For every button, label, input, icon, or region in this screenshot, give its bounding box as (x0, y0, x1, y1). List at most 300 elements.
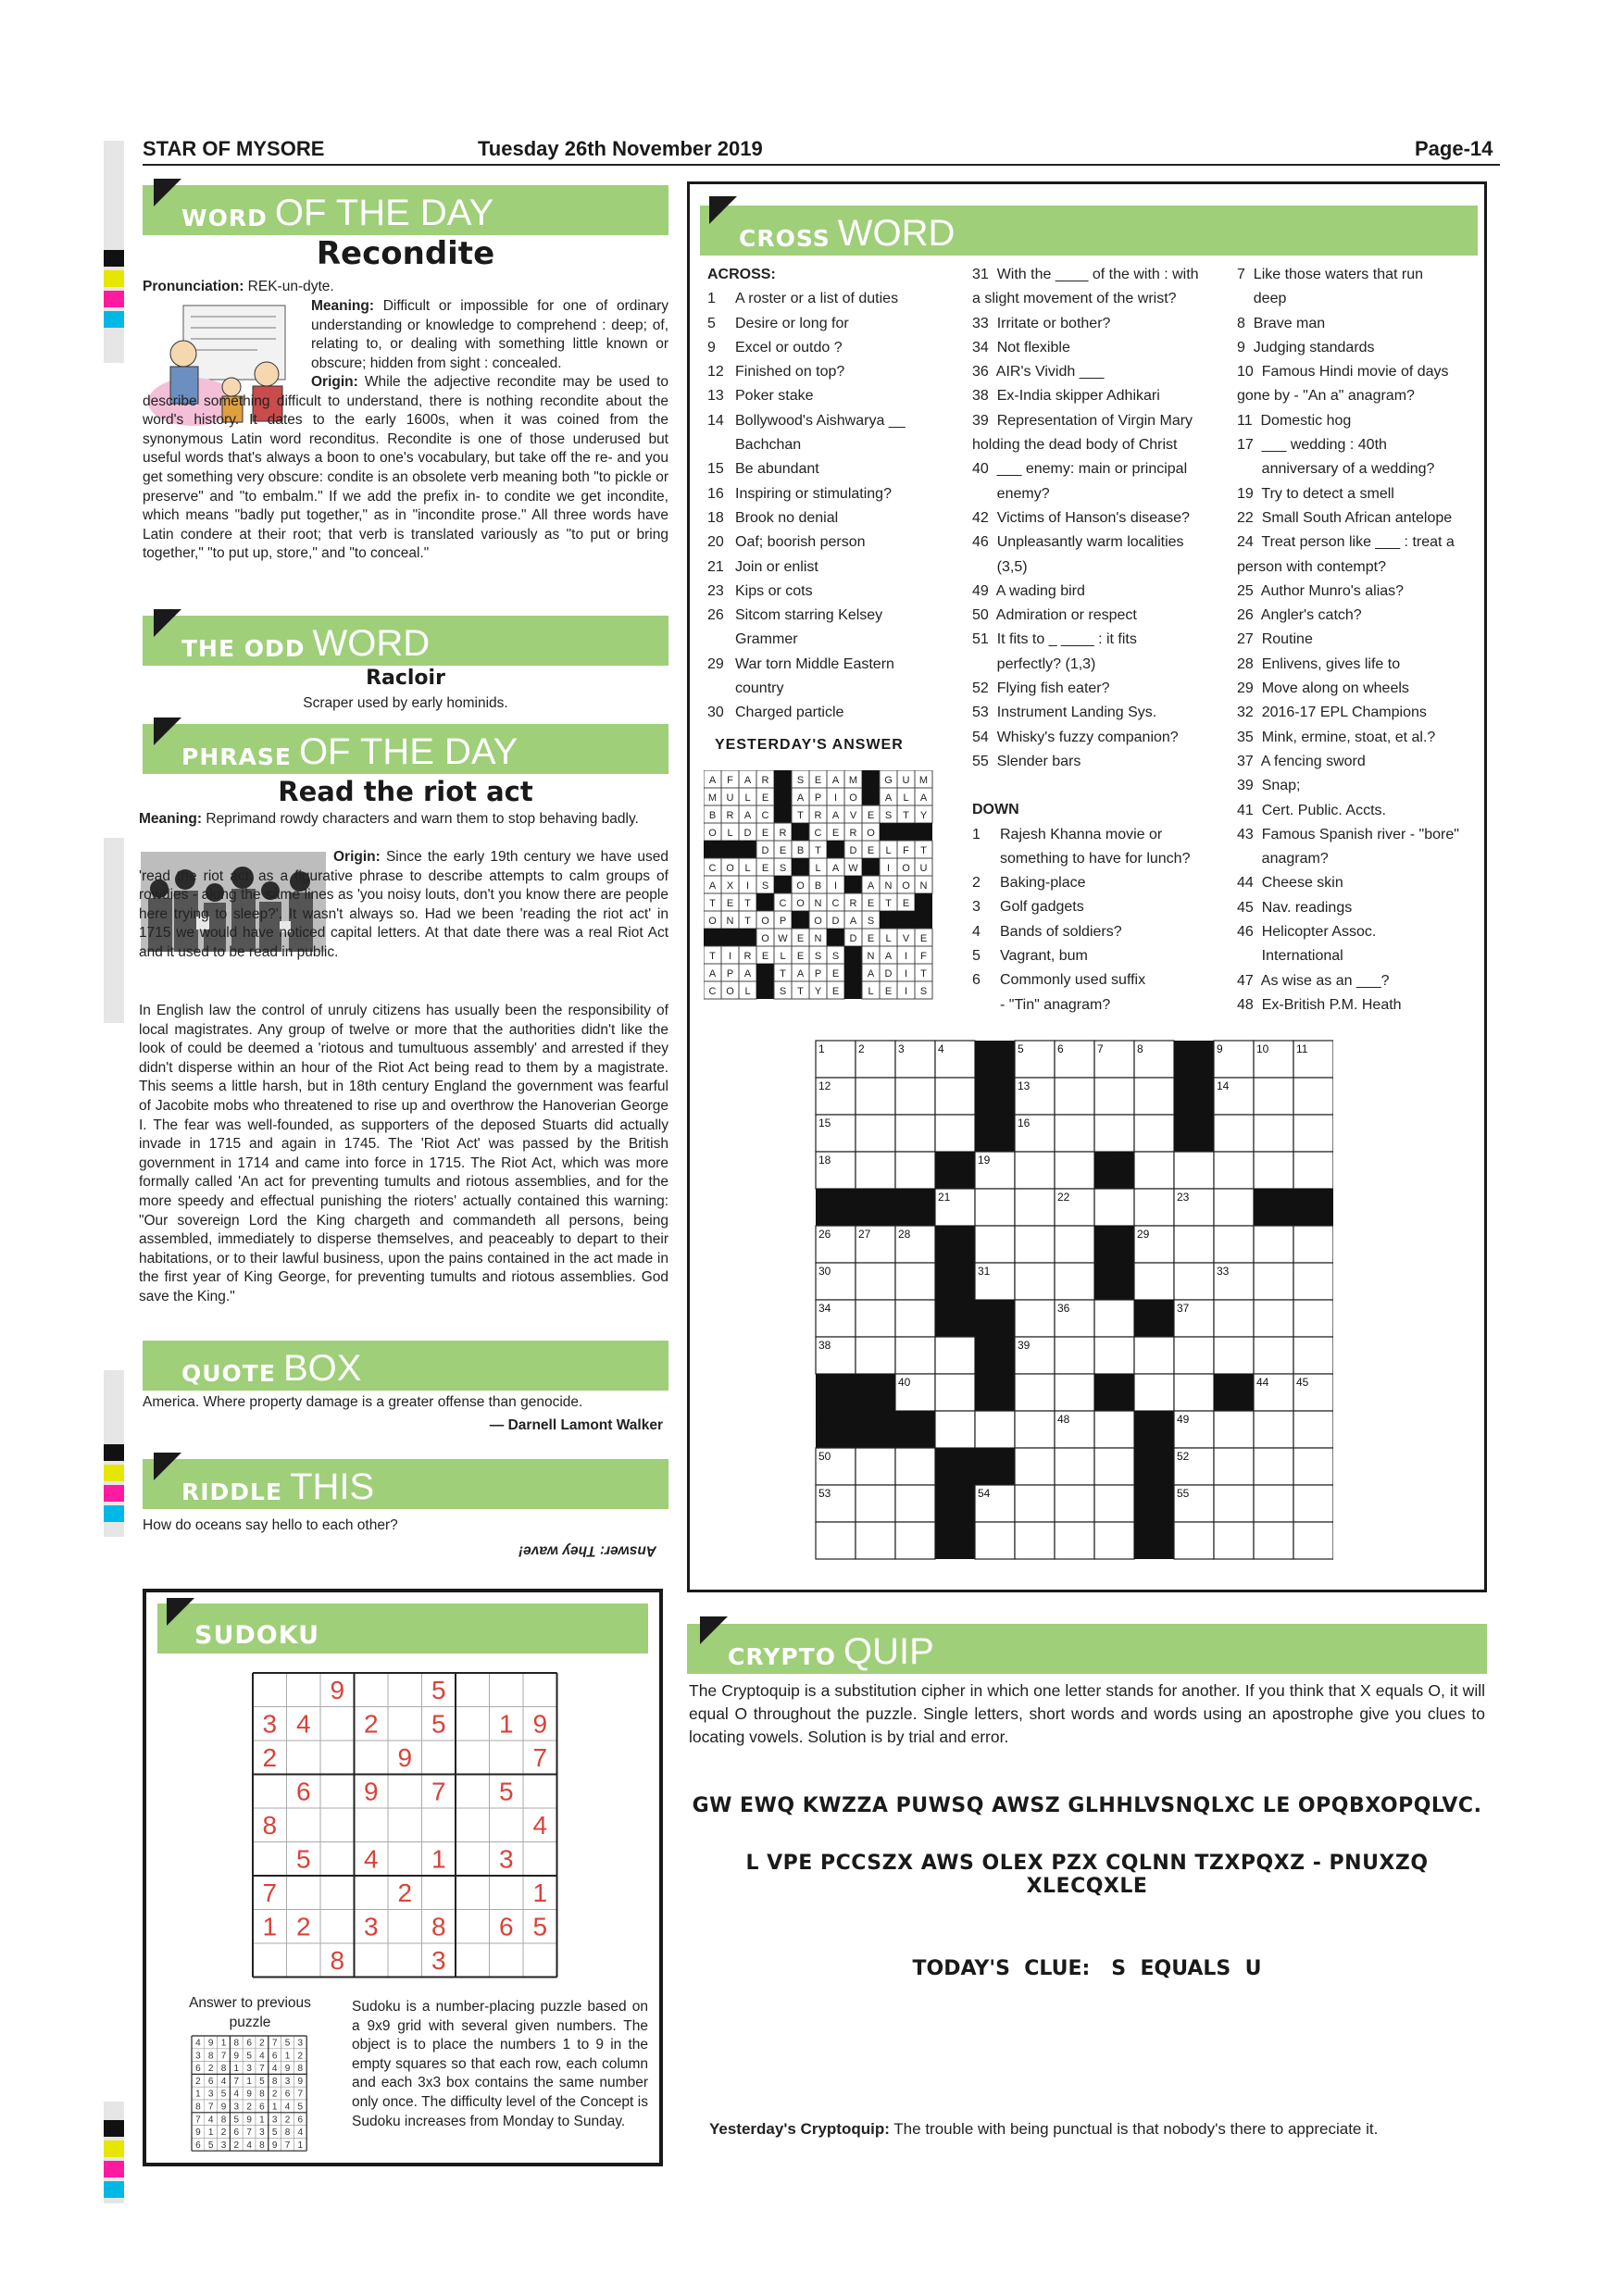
sudoku-cell (287, 1943, 321, 1978)
black-cell (844, 964, 862, 981)
answer-letter: N (814, 898, 822, 909)
answer-letter: R (743, 951, 752, 962)
sudoku-digit: 8 (262, 1811, 278, 1840)
clue-item: 31 With the ____ of the with : with (972, 267, 1199, 282)
answer-letter: A (708, 775, 717, 786)
quote-text: America. Where property damage is a greater offense than genocide. (143, 1394, 583, 1410)
answer-letter: E (867, 845, 875, 856)
clue-item: 46 Helicopter Assoc. (1237, 924, 1377, 941)
sudoku-cell (287, 1876, 321, 1910)
black-square (975, 1300, 1015, 1337)
black-cell (897, 823, 915, 841)
black-cell (739, 841, 756, 858)
white-square (1134, 1078, 1174, 1115)
black-cell (774, 805, 792, 823)
answer-digit: 8 (271, 2076, 278, 2087)
clue-number: 47 (858, 1413, 871, 1426)
answer-digit: 1 (284, 2051, 291, 2062)
sudoku-digit: 5 (498, 1777, 514, 1806)
answer-letter: R (814, 810, 822, 821)
corner-mark (154, 609, 181, 637)
answer-letter: O (867, 828, 875, 839)
clue-item: 44 Cheese skin (1237, 875, 1343, 892)
answer-letter: T (744, 898, 751, 909)
white-square (1015, 1485, 1055, 1522)
sudoku-cell (523, 1943, 557, 1978)
answer-digit: 1 (220, 2038, 227, 2049)
clue-item: 29 War torn Middle Eastern (707, 655, 894, 672)
white-square (1293, 1115, 1333, 1152)
answer-digit: 9 (284, 2064, 291, 2075)
clue-item: deep (1237, 291, 1287, 307)
answer-letter: L (885, 933, 892, 944)
answer-digit: 8 (220, 2064, 227, 2075)
black-cell (827, 929, 844, 946)
black-square (935, 1263, 975, 1300)
sudoku-cell (320, 1707, 355, 1741)
black-square (1134, 1300, 1174, 1337)
white-square (895, 1522, 935, 1559)
clue-item: 25 Author Munro's alias? (1237, 582, 1405, 599)
answer-letter: N (884, 880, 893, 892)
answer-letter: S (884, 810, 893, 821)
answer-digit: 2 (284, 2115, 291, 2126)
clue-number: 45 (1296, 1376, 1309, 1389)
answer-letter: N (726, 916, 734, 927)
clue-item: 29 Move along on wheels (1237, 680, 1409, 697)
answer-letter: O (814, 916, 822, 927)
clue-item: 30 Charged particle (707, 705, 844, 721)
clue-item: 55 Slender bars (972, 753, 1081, 769)
cryptoquip-clue: TODAY'S CLUE: S EQUALS U (912, 1957, 1262, 1980)
answer-letter: O (761, 916, 769, 927)
clue-number: 30 (818, 1265, 831, 1278)
clue-item: 35 Mink, ermine, stoat, et al.? (1237, 729, 1436, 745)
answer-letter: M (918, 775, 929, 786)
sudoku-digit: 7 (532, 1743, 548, 1772)
clue-item: gone by - "An a" anagram? (1237, 388, 1415, 405)
black-cell (897, 911, 915, 929)
clue-number: 10 (1256, 1042, 1269, 1055)
clue-item: 5 Desire or long for (707, 315, 849, 331)
sudoku-cell (320, 1775, 355, 1809)
white-square (1134, 1115, 1174, 1152)
clue-item: 5 Vagrant, bum (972, 948, 1088, 965)
answer-letter: I (886, 863, 891, 874)
sudoku-digit: 3 (498, 1844, 514, 1874)
sudoku-cell (355, 1876, 389, 1910)
clue-item: 18 Brook no denial (707, 509, 839, 526)
answer-digit: 4 (297, 2128, 304, 2139)
answer-letter: E (884, 986, 893, 997)
answer-digit: 3 (271, 2115, 278, 2126)
clue-number: 39 (1018, 1339, 1031, 1352)
answer-digit: 2 (271, 2089, 278, 2100)
answer-letter: T (780, 968, 786, 980)
answer-digit: 6 (233, 2128, 240, 2139)
answer-letter: E (814, 775, 822, 786)
clue-number: 41 (978, 1376, 991, 1389)
white-square (1254, 1226, 1293, 1263)
answer-letter: L (744, 792, 751, 804)
clue-item: 22 Small South African antelope (1237, 509, 1453, 526)
answer-letter: E (761, 828, 769, 839)
word-of-day-title: Recondite (316, 235, 495, 272)
clue-number: 34 (818, 1302, 831, 1315)
white-square (856, 1448, 895, 1485)
sudoku-description: Sudoku is a number-placing puzzle based on a 9x9 grid with several given numbers. The object is to place the numbers 1 to 9 in the empty squares so that each row, each column and each 3x3 box contains the same number only once. The difficulty level of the Concept is Sudoku increases from Monday to Sunday. (352, 1999, 648, 2129)
answer-digit: 6 (195, 2064, 201, 2075)
word-of-day-banner: WORD OF THE DAY (143, 185, 668, 235)
issue-date: Tuesday 26th November 2019 (478, 137, 763, 160)
white-square (1094, 1300, 1134, 1337)
registration-swatch (104, 250, 124, 267)
sudoku-digit: 6 (498, 1912, 514, 1941)
down-column-3 (1237, 263, 1478, 1017)
sudoku-cell (456, 1775, 490, 1809)
answer-letter: L (780, 951, 786, 962)
answer-digit: 4 (195, 2038, 201, 2049)
answer-digit: 4 (207, 2115, 214, 2126)
answer-letter: U (919, 863, 928, 874)
clue-number: 3 (898, 1042, 905, 1055)
white-square (1134, 1263, 1174, 1300)
clue-item: 41 Cert. Public. Accts. (1237, 802, 1386, 818)
word-meaning: Meaning: Difficult or impossible for one of ordinary understanding or knowledge to comprehend : deep; of, relating to, or dealing with something little known or obscure; hidden from sight : concealed. (311, 298, 668, 371)
page-number: Page-14 (1415, 137, 1493, 160)
answer-letter: O (796, 898, 805, 909)
clue-item: 4 Bands of soldiers? (972, 923, 1122, 940)
sudoku-digit: 7 (431, 1777, 446, 1806)
sudoku-digit: 3 (262, 1709, 278, 1739)
answer-letter: S (814, 951, 822, 962)
clue-item: 34 Not flexible (972, 339, 1070, 356)
registration-swatch (104, 2120, 124, 2137)
answer-letter: B (708, 810, 717, 821)
black-square (935, 1152, 975, 1189)
answer-digit: 7 (220, 2051, 227, 2062)
answer-letter: A (743, 968, 752, 980)
sudoku-cell (456, 1808, 490, 1842)
clue-number: 26 (818, 1228, 831, 1241)
answer-letter: T (920, 845, 927, 856)
cryptoquip-intro: The Cryptoquip is a substitution cipher in which one letter stands for another. If you think that X equals O, it will equal O throughout the puzzle. Single letters, short words and words using an apostrophe give you clues to locating vowels. Solution is by trial and error. (689, 1681, 1485, 1746)
answer-letter: O (761, 933, 769, 944)
clue-item: 54 Whisky's fuzzy companion? (972, 729, 1179, 745)
clue-item: 16 Inspiring or stimulating? (707, 485, 892, 502)
clue-item: - "Tin" anagram? (1000, 996, 1111, 1013)
clue-item: International (1237, 948, 1343, 965)
answer-letter: X (726, 880, 734, 892)
clue-item: anagram? (1237, 851, 1329, 867)
black-cell (915, 823, 932, 841)
answer-digit: 5 (297, 2102, 304, 2113)
answer-digit: 8 (233, 2038, 240, 2049)
corner-mark (167, 1598, 194, 1626)
answer-letter: A (884, 792, 893, 804)
black-cell (739, 929, 756, 946)
white-square (1134, 1374, 1174, 1411)
crossword-banner: CROSS WORD (700, 206, 1478, 256)
white-square (1094, 1078, 1134, 1115)
answer-letter: A (796, 968, 805, 980)
answer-digit: 9 (246, 2115, 252, 2126)
sudoku-cell (388, 1910, 422, 1944)
black-square (935, 1226, 975, 1263)
sudoku-cell (320, 1910, 355, 1944)
answer-digit: 7 (195, 2115, 201, 2126)
answer-digit: 6 (271, 2051, 278, 2062)
white-square (816, 1522, 856, 1559)
sudoku-cell (388, 1943, 422, 1978)
answer-letter: A (867, 968, 875, 980)
clue-number: 32 (1097, 1265, 1110, 1278)
answer-letter: T (920, 968, 927, 980)
answer-digit: 4 (284, 2102, 291, 2113)
paper-name: STAR OF MYSORE (143, 137, 325, 160)
answer-letter: G (884, 775, 893, 786)
sudoku-cell (320, 1741, 355, 1775)
answer-digit: 3 (284, 2076, 291, 2087)
answer-digit: 1 (246, 2076, 252, 2087)
white-square (935, 1411, 975, 1448)
answer-letter: A (884, 951, 893, 962)
sudoku-digit: 2 (295, 1912, 311, 1941)
answer-letter: D (849, 845, 857, 856)
white-square (1015, 1189, 1055, 1226)
answer-digit: 8 (207, 2051, 214, 2062)
answer-digit: 3 (233, 2102, 240, 2113)
down-title: DOWN (972, 802, 1019, 818)
answer-letter: O (796, 880, 805, 892)
white-square (895, 1078, 935, 1115)
sudoku-answer-label: Answer to previous puzzle (189, 1995, 311, 2030)
sudoku-cell (456, 1707, 490, 1741)
answer-letter: E (867, 933, 875, 944)
answer-letter: O (902, 863, 910, 874)
white-square (1254, 1078, 1293, 1115)
sudoku-cell (422, 1876, 456, 1910)
yesterday-answer-grid (704, 770, 933, 1000)
answer-digit: 7 (297, 2089, 304, 2100)
sudoku-grid (252, 1672, 559, 1979)
sudoku-digit: 7 (262, 1878, 278, 1907)
black-cell (774, 770, 792, 788)
black-square (975, 1337, 1015, 1374)
answer-letter: S (779, 863, 787, 874)
answer-digit: 2 (246, 2102, 252, 2113)
sudoku-cell (490, 1741, 524, 1775)
black-square (856, 1189, 895, 1226)
sudoku-cell (253, 1673, 287, 1707)
clue-number: 27 (858, 1228, 871, 1241)
answer-letter: I (745, 880, 750, 892)
clue-item: a slight movement of the wrist? (972, 291, 1177, 307)
answer-digit: 6 (259, 2102, 265, 2113)
clue-item: 26 Angler's catch? (1237, 607, 1362, 624)
registration-swatch (104, 1505, 124, 1522)
white-square (1055, 1522, 1094, 1559)
answer-letter: D (761, 845, 769, 856)
white-square (1293, 1448, 1333, 1485)
registration-swatch (104, 270, 124, 287)
sudoku-digit: 1 (262, 1912, 278, 1941)
answer-letter: A (919, 792, 928, 804)
answer-letter: C (708, 863, 717, 874)
answer-letter: Y (814, 986, 822, 997)
answer-digit: 6 (284, 2089, 291, 2100)
clue-item: 32 2016-17 EPL Champions (1237, 705, 1427, 721)
clue-item: 2 Baking-place (972, 875, 1086, 892)
clue-item: Bachchan (735, 437, 802, 454)
sudoku-cell (523, 1842, 557, 1877)
white-square (1254, 1337, 1293, 1374)
clue-item: 9 Excel or outdo ? (707, 339, 843, 356)
cryptoquip-line-2: L VPE PCCSZX AWS OLEX PZX CQLNN TZXPQXZ - PNUXZQ XLECQXLE (745, 1852, 1429, 1898)
white-square (1293, 1226, 1333, 1263)
sudoku-cell (320, 1808, 355, 1842)
answer-digit: 1 (195, 2089, 201, 2100)
clue-number: 38 (818, 1339, 831, 1352)
answer-letter: W (778, 933, 788, 944)
white-square (1055, 1078, 1094, 1115)
answer-digit: 2 (195, 2076, 201, 2087)
black-square (856, 1374, 895, 1411)
answer-letter: E (831, 986, 840, 997)
clue-item: 36 AIR's Vividh ___ (972, 364, 1105, 381)
answer-letter: B (814, 880, 822, 892)
clue-number: 21 (938, 1191, 951, 1204)
registration-swatch (104, 1444, 124, 1461)
sudoku-cell (287, 1673, 321, 1707)
answer-letter: T (797, 810, 804, 821)
answer-digit: 3 (246, 2064, 252, 2075)
clue-number: 37 (1177, 1302, 1190, 1315)
white-square (1055, 1448, 1094, 1485)
white-square (856, 1115, 895, 1152)
sudoku-cell (456, 1876, 490, 1910)
clue-item: 10 Famous Hindi movie of days (1237, 364, 1449, 381)
clue-item: 49 A wading bird (972, 582, 1085, 599)
answer-letter: I (904, 968, 908, 980)
sudoku-cell (456, 1910, 490, 1944)
answer-digit: 3 (207, 2089, 214, 2100)
white-square (895, 1485, 935, 1522)
clue-item: 53 Instrument Landing Sys. (972, 705, 1157, 721)
white-square (1094, 1485, 1134, 1522)
white-square (1015, 1411, 1055, 1448)
answer-letter: C (761, 810, 769, 821)
answer-letter: V (902, 933, 910, 944)
black-cell (792, 911, 809, 929)
answer-digit: 8 (259, 2089, 265, 2100)
sudoku-digit: 9 (330, 1676, 345, 1704)
white-square (1214, 1115, 1254, 1152)
white-square (1174, 1152, 1214, 1189)
answer-digit: 7 (207, 2102, 214, 2113)
sudoku-cell (422, 1808, 456, 1842)
answer-letter: S (779, 986, 787, 997)
phrase-banner: PHRASE OF THE DAY (143, 724, 668, 774)
answer-digit: 1 (271, 2102, 278, 2113)
odd-word-title: Racloir (366, 667, 445, 690)
white-square (1055, 1263, 1094, 1300)
white-square (1094, 1448, 1134, 1485)
answer-letter: D (831, 916, 840, 927)
white-square (1214, 1300, 1254, 1337)
registration-swatch (104, 1485, 124, 1502)
white-square (1254, 1522, 1293, 1559)
answer-letter: A (708, 968, 717, 980)
sudoku-digit: 1 (431, 1844, 446, 1874)
white-square (1293, 1485, 1333, 1522)
sudoku-digit: 1 (498, 1709, 514, 1739)
answer-digit: 6 (297, 2115, 304, 2126)
answer-letter: T (815, 845, 821, 856)
clue-number: 12 (818, 1079, 831, 1092)
white-square (1094, 1337, 1134, 1374)
white-square (1293, 1263, 1333, 1300)
white-square (975, 1411, 1015, 1448)
sudoku-cell (355, 1943, 389, 1978)
answer-letter: O (726, 863, 734, 874)
answer-letter: S (831, 951, 840, 962)
clue-item: 15 Be abundant (707, 461, 819, 478)
clue-item: 24 Treat person like ___ : treat a (1237, 534, 1455, 551)
clue-number: 16 (1018, 1117, 1031, 1129)
answer-letter: F (903, 845, 909, 856)
answer-digit: 7 (284, 2140, 291, 2151)
clue-item: 21 Join or enlist (707, 558, 818, 575)
clue-item: 47 As wise as an ___? (1237, 972, 1390, 989)
answer-letter: T (885, 898, 892, 909)
answer-letter: P (814, 968, 822, 980)
corner-mark (154, 179, 181, 206)
answer-digit: 2 (233, 2140, 240, 2151)
sudoku-cell (388, 1673, 422, 1707)
white-square (856, 1522, 895, 1559)
answer-letter: A (708, 880, 717, 892)
answer-letter: L (903, 792, 909, 804)
crossword-grid (815, 1040, 1333, 1560)
black-square (1174, 1078, 1214, 1115)
white-square (975, 1226, 1015, 1263)
answer-digit: 2 (259, 2038, 265, 2049)
white-square (1293, 1152, 1333, 1189)
white-square (1214, 1448, 1254, 1485)
clue-number: 17 (1177, 1117, 1190, 1129)
answer-letter: L (885, 845, 892, 856)
clue-item: holding the dead body of Christ (972, 437, 1178, 454)
sudoku-cell (456, 1842, 490, 1877)
clue-item: 46 Unpleasantly warm localities (972, 534, 1184, 551)
answer-letter: D (884, 968, 893, 980)
black-cell (756, 964, 774, 981)
clue-item: 37 A fencing sword (1237, 753, 1366, 769)
white-square (1254, 1411, 1293, 1448)
answer-letter: B (796, 845, 805, 856)
answer-letter: V (849, 810, 857, 821)
clue-item: 6 Commonly used suffix (972, 972, 1146, 989)
black-square (895, 1189, 935, 1226)
white-square (1055, 1485, 1094, 1522)
black-cell (774, 876, 792, 893)
clue-item: 51 It fits to _ ____ : it fits (972, 631, 1137, 648)
corner-mark (154, 718, 181, 745)
odd-word-banner: THE ODD WORD (143, 616, 668, 666)
white-square (856, 1485, 895, 1522)
pronunciation: Pronunciation: REK-un-dyte. (143, 279, 334, 294)
